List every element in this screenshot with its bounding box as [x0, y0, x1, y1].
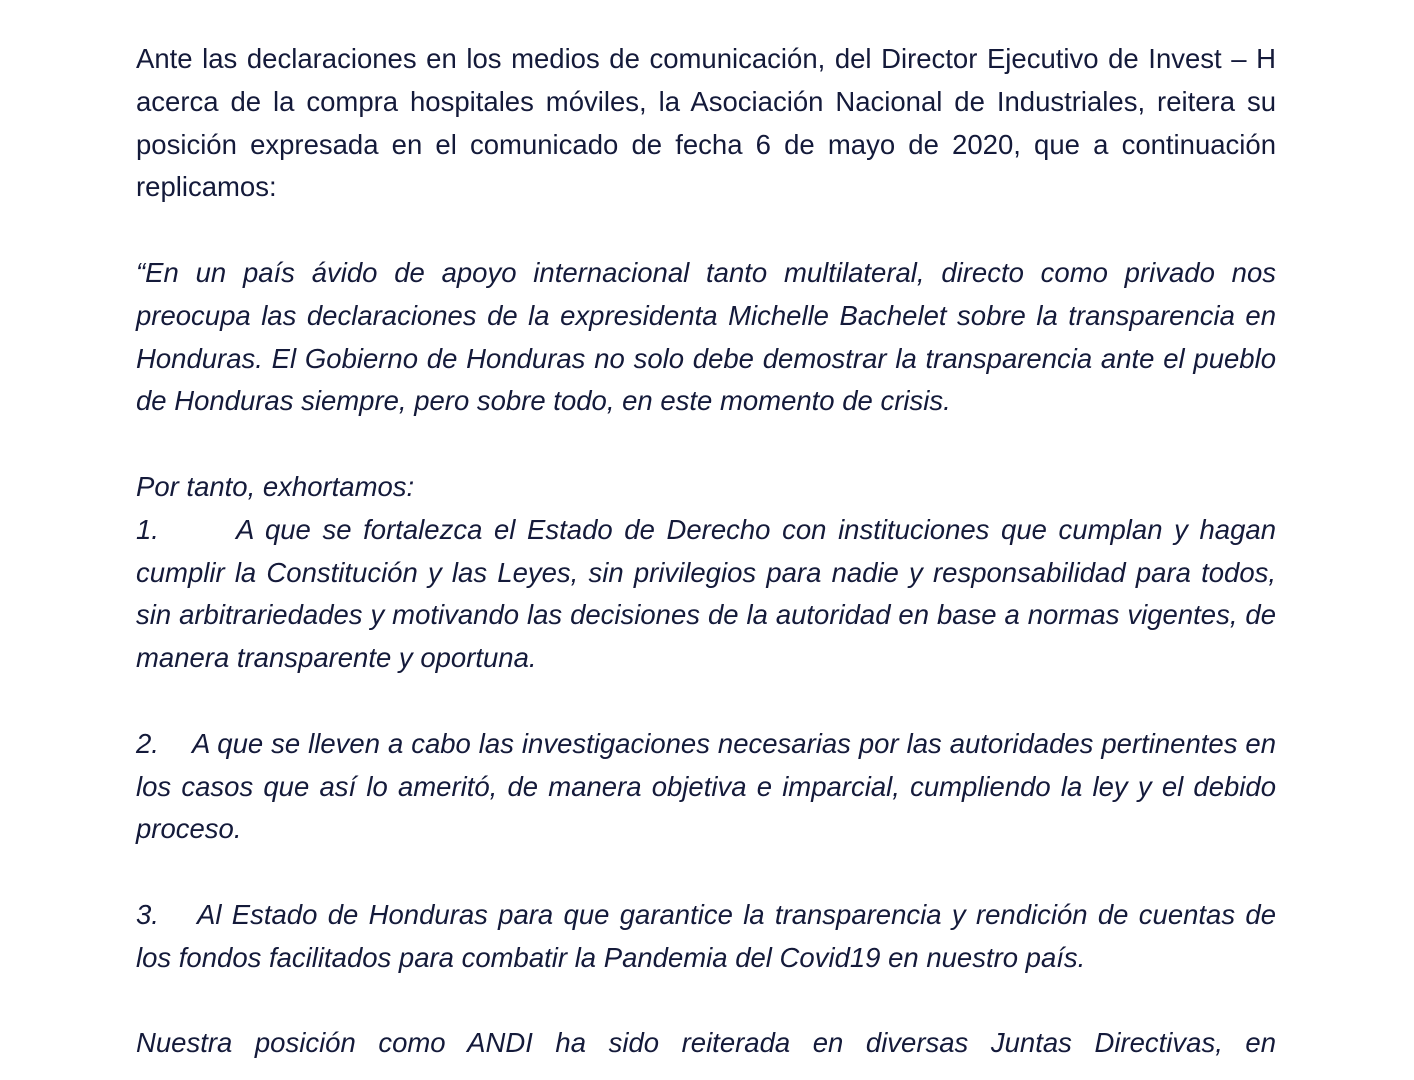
- quote-paragraph: “En un país ávido de apoyo internacional tanto multilateral, directo como privado nos preocupa las declaraciones de la expresidenta Michelle Bachelet sobre la transparencia en Honduras. El Gobierno de Honduras no solo debe demostrar la transparencia ante el pueblo de Honduras siempre, pero sobre todo, en este momento de crisis.: [136, 256, 1276, 417]
- paragraph-gap: [136, 680, 1276, 723]
- list-item-number: 1.: [136, 513, 159, 545]
- paragraph-gap: [136, 980, 1276, 1023]
- list-item-3: [136, 894, 1276, 980]
- list-item-1: [136, 509, 1276, 680]
- paragraph-gap: [136, 851, 1276, 894]
- paragraph-gap: [136, 423, 1276, 466]
- paragraph-gap: [136, 209, 1276, 252]
- intro-paragraph: Ante las declaraciones en los medios de comunicación, del Director Ejecutivo de Invest – H acerca de la compra hospitales móviles, la Asociación Nacional de Industriales, reitera su posición expresada en el comunicado de fecha 6 de mayo de 2020, que a continuación replicamos:: [136, 43, 1276, 203]
- document-page: [136, 38, 1276, 1065]
- list-item-text: A que se fortalezca el Estado de Derecho con instituciones que cumplan y hagan cumplir la Constitución y las Leyes, sin privilegios para nadie y responsabilidad para todos, sin arbitrariedades y motivando las decisiones de la autoridad en base a normas vigentes, de manera transparente y oportuna.: [136, 513, 1276, 674]
- closing-paragraph: Nuestra posición como ANDI ha sido reiterada en diversas Juntas Directivas, en: [136, 1027, 1276, 1059]
- list-item-number: 2.: [136, 727, 159, 759]
- list-item-text: A que se lleven a cabo las investigaciones necesarias por las autoridades pertinentes en los casos que así lo ameritó, de manera objetiva e imparcial, cumpliendo la ley y el debido proceso.: [136, 727, 1276, 845]
- list-item-text: Al Estado de Honduras para que garantice la transparencia y rendición de cuentas de los fondos facilitados para combatir la Pandemia del Covid19 en nuestro país.: [136, 898, 1276, 973]
- list-item-number: 3.: [136, 898, 159, 930]
- exhort-heading: Por tanto, exhortamos:: [136, 470, 415, 502]
- list-item-2: [136, 723, 1276, 851]
